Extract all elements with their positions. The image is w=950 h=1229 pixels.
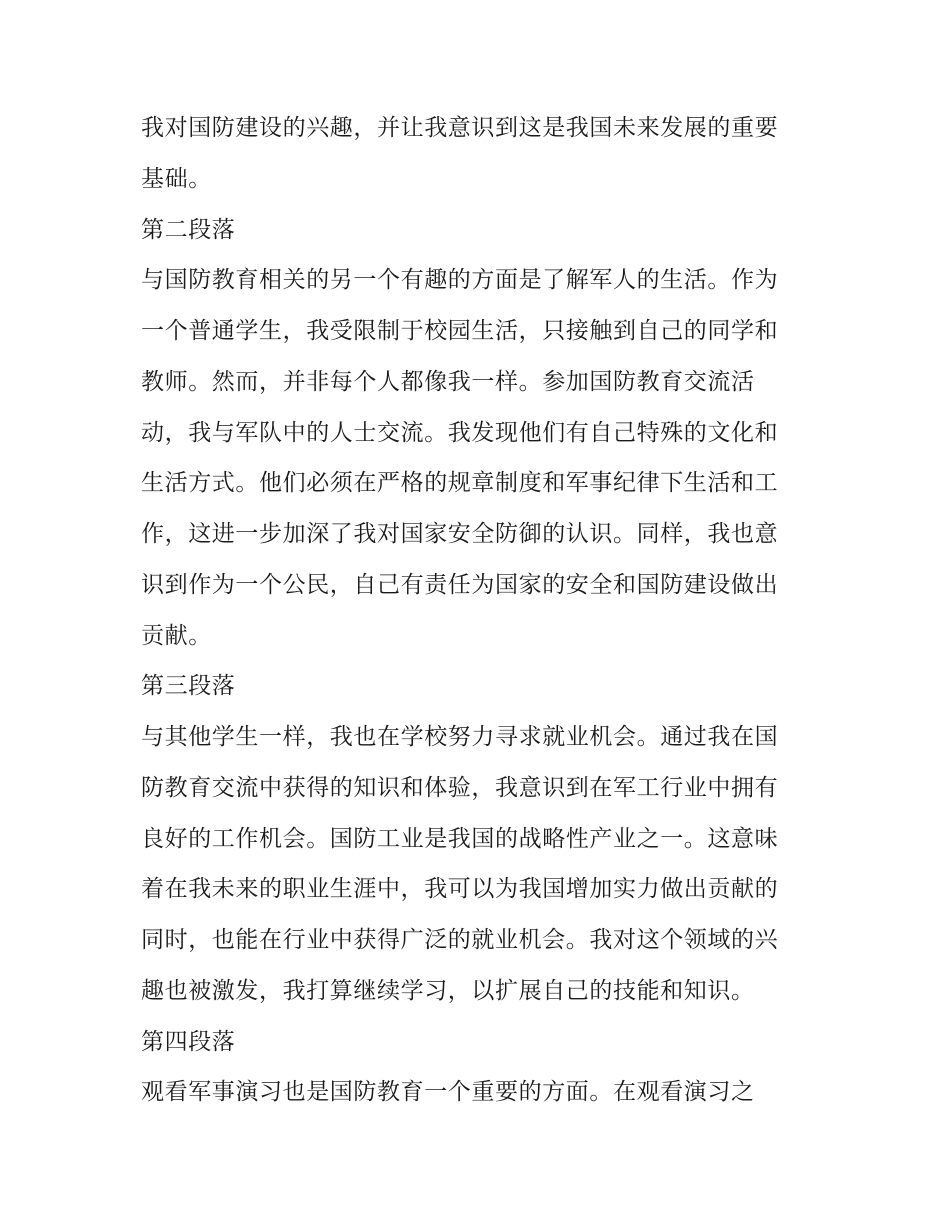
text-line: 生活方式。他们必须在严格的规章制度和军事纪律下生活和工: [141, 470, 779, 497]
text-line: 教师。然而，并非每个人都像我一样。参加国防教育交流活: [141, 368, 755, 395]
text-line: 良好的工作机会。国防工业是我国的战略性产业之一。这意味: [141, 825, 779, 852]
text-line: 作，这进一步加深了我对国家安全防御的认识。同样，我也意: [141, 521, 779, 547]
text-line: 贡献。: [141, 622, 212, 649]
text-line: 动，我与军队中的人士交流。我发现他们有自己特殊的文化和: [141, 419, 779, 446]
text-line: 与国防教育相关的另一个有趣的方面是了解军人的生活。作为: [141, 267, 779, 294]
section-heading: 第三段落: [141, 673, 236, 700]
text-line: 我对国防建设的兴趣，并让我意识到这是我国未来发展的重要: [141, 115, 779, 141]
text-line: 着在我未来的职业生涯中，我可以为我国增加实力做出贡献的: [141, 876, 779, 903]
text-line: 同时，也能在行业中获得广泛的就业机会。我对这个领域的兴: [141, 927, 779, 953]
text-line: 与其他学生一样，我也在学校努力寻求就业机会。通过我在国: [141, 724, 779, 750]
section-heading: 第四段落: [141, 1028, 236, 1055]
text-line: 趣也被激发，我打算继续学习，以扩展自己的技能和知识。: [141, 977, 755, 1004]
text-line: 观看军事演习也是国防教育一个重要的方面。在观看演习之: [141, 1079, 755, 1106]
text-line: 一个普通学生，我受限制于校园生活，只接触到自己的同学和: [141, 318, 779, 344]
document-page: [141, 103, 813, 1118]
text-line: 基础。: [141, 165, 212, 192]
section-heading: 第二段落: [141, 216, 236, 243]
text-line: 防教育交流中获得的知识和体验，我意识到在军工行业中拥有: [141, 774, 779, 801]
text-line: 识到作为一个公民，自己有责任为国家的安全和国防建设做出: [141, 571, 779, 598]
